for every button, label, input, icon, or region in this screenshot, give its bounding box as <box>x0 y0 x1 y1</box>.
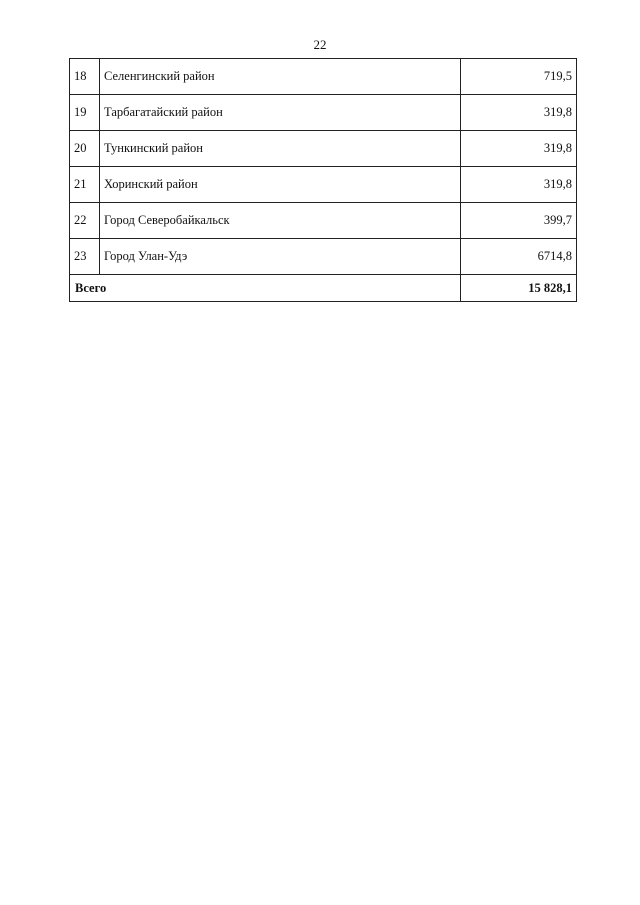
page-number: 22 <box>313 37 327 52</box>
table-row <box>70 131 577 167</box>
allocation-table <box>69 58 577 302</box>
total-value: 15 828,1 <box>461 275 577 302</box>
row-value: 319,8 <box>461 95 577 131</box>
table-row <box>70 203 577 239</box>
district-name: Хоринский район <box>100 167 461 203</box>
row-number: 22 <box>70 203 100 239</box>
table-row <box>70 59 577 95</box>
row-value: 319,8 <box>461 167 577 203</box>
district-name: Селенгинский район <box>100 59 461 95</box>
total-label: Всего <box>70 275 461 302</box>
row-number: 19 <box>70 95 100 131</box>
district-name: Тарбагатайский район <box>100 95 461 131</box>
district-name: Город Северобайкальск <box>100 203 461 239</box>
row-value: 399,7 <box>461 203 577 239</box>
row-number: 21 <box>70 167 100 203</box>
district-name: Тункинский район <box>100 131 461 167</box>
row-number: 20 <box>70 131 100 167</box>
row-number: 18 <box>70 59 100 95</box>
row-number: 23 <box>70 239 100 275</box>
table-row <box>70 167 577 203</box>
row-value: 319,8 <box>461 131 577 167</box>
district-name: Город Улан-Удэ <box>100 239 461 275</box>
row-value: 719,5 <box>461 59 577 95</box>
row-value: 6714,8 <box>461 239 577 275</box>
table-row <box>70 239 577 275</box>
table-row <box>70 95 577 131</box>
total-row <box>70 275 577 302</box>
